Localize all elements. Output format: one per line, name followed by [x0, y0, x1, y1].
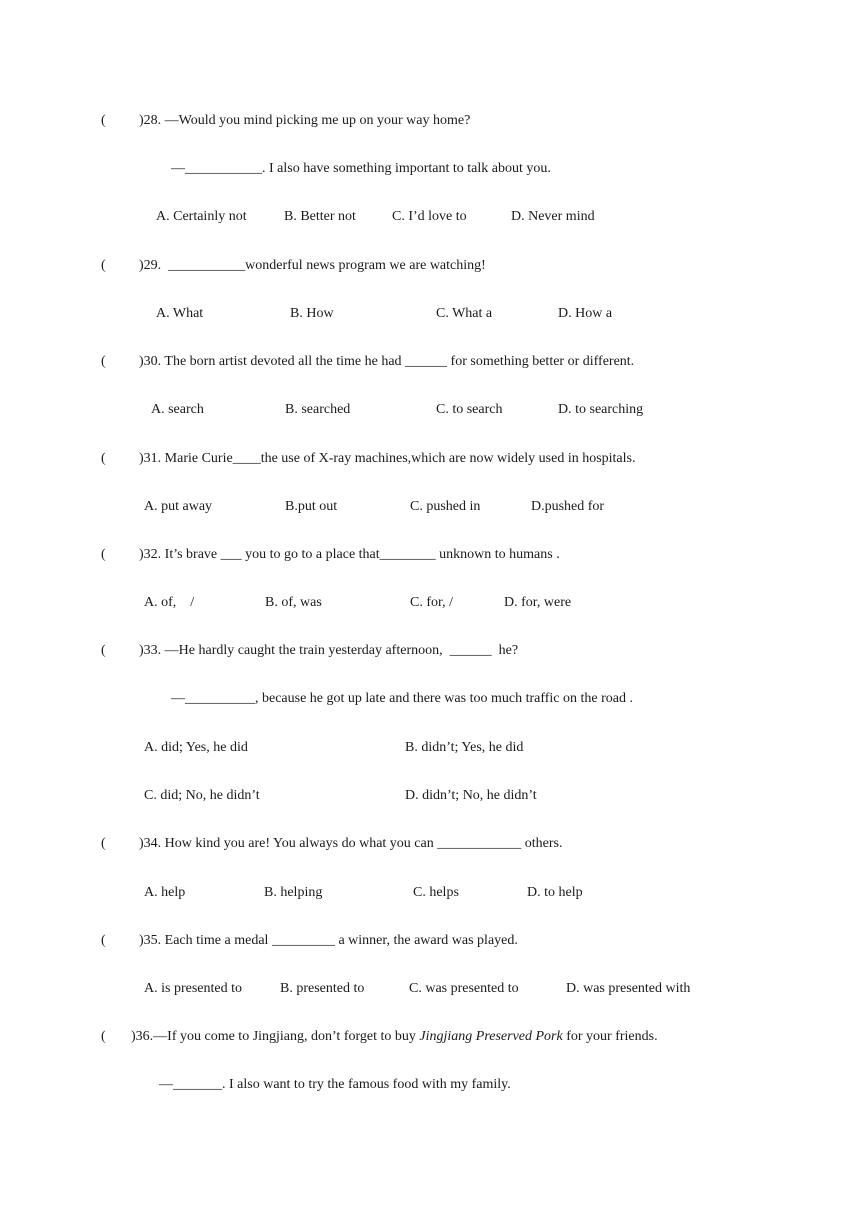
answer-paren[interactable]: (	[101, 547, 106, 562]
answer-paren[interactable]: (	[101, 836, 106, 851]
question-stem: )32. It’s brave ___ you to go to a place that________ unknown to humans .	[139, 547, 560, 562]
answer-paren[interactable]: (	[101, 643, 106, 658]
question-stem	[131, 1028, 658, 1046]
option-c: C. was presented to	[409, 981, 519, 996]
option-a: A. put away	[144, 499, 213, 514]
question-response: —___________. I also have something important to talk about you.	[171, 161, 551, 176]
option-c: C. I’d love to	[392, 209, 467, 224]
option-b: B.put out	[285, 499, 338, 514]
question-response: —__________, because he got up late and there was too much traffic on the road .	[171, 691, 633, 706]
option-d: D. didn’t; No, he didn’t	[405, 788, 537, 803]
question-stem: )31. Marie Curie____the use of X-ray machines,which are now widely used in hospitals.	[139, 451, 636, 466]
option-d: D. to searching	[558, 402, 644, 417]
answer-paren[interactable]: (	[101, 451, 106, 466]
stem-text-after: for your friends.	[562, 1029, 658, 1044]
option-c: C. for, /	[410, 595, 453, 610]
option-a: A. is presented to	[144, 981, 242, 996]
answer-paren[interactable]: (	[101, 354, 106, 369]
option-b: B. of, was	[265, 595, 322, 610]
question-stem: )28. —Would you mind picking me up on your way home?	[139, 113, 471, 128]
option-d: D. to help	[527, 885, 583, 900]
option-b: B. didn’t; Yes, he did	[405, 740, 524, 755]
option-d: D. Never mind	[511, 209, 595, 224]
option-c: C. to search	[436, 402, 503, 417]
option-b: B. Better not	[284, 209, 356, 224]
option-d: D. for, were	[504, 595, 572, 610]
answer-paren[interactable]: (	[101, 113, 106, 128]
question-stem: )35. Each time a medal _________ a winner, the award was played.	[139, 933, 518, 948]
stem-italic-product: Jingjiang Preserved Pork	[419, 1029, 563, 1044]
question-response: —_______. I also want to try the famous food with my family.	[159, 1077, 511, 1092]
option-c: C. did; No, he didn’t	[144, 788, 260, 803]
option-a: A. Certainly not	[156, 209, 247, 224]
option-c: C. helps	[413, 885, 459, 900]
option-a: A. did; Yes, he did	[144, 740, 248, 755]
question-stem: )30. The born artist devoted all the time he had ______ for something better or different.	[139, 354, 635, 369]
option-b: B. helping	[264, 885, 323, 900]
question-stem: )29. ___________wonderful news program we are watching!	[139, 258, 486, 273]
option-a: A. What	[156, 306, 204, 321]
question-stem: )34. How kind you are! You always do what you can ____________ others.	[139, 836, 563, 851]
question-stem: )33. —He hardly caught the train yesterday afternoon, ______ he?	[139, 643, 519, 658]
stem-text-before: )36.—If you come to Jingjiang, don’t forget to buy	[131, 1029, 420, 1044]
option-a: A. search	[151, 402, 204, 417]
option-b: B. How	[290, 306, 334, 321]
option-b: B. searched	[285, 402, 351, 417]
answer-paren[interactable]: (	[101, 933, 106, 948]
answer-paren[interactable]: (	[101, 258, 106, 273]
option-d: D. was presented with	[566, 981, 691, 996]
option-d: D.pushed for	[531, 499, 605, 514]
answer-paren[interactable]: (	[101, 1029, 106, 1044]
option-a: A. help	[144, 885, 186, 900]
option-b: B. presented to	[280, 981, 365, 996]
option-c: C. What a	[436, 306, 493, 321]
option-a: A. of, /	[144, 595, 195, 610]
option-c: C. pushed in	[410, 499, 481, 514]
option-d: D. How a	[558, 306, 613, 321]
